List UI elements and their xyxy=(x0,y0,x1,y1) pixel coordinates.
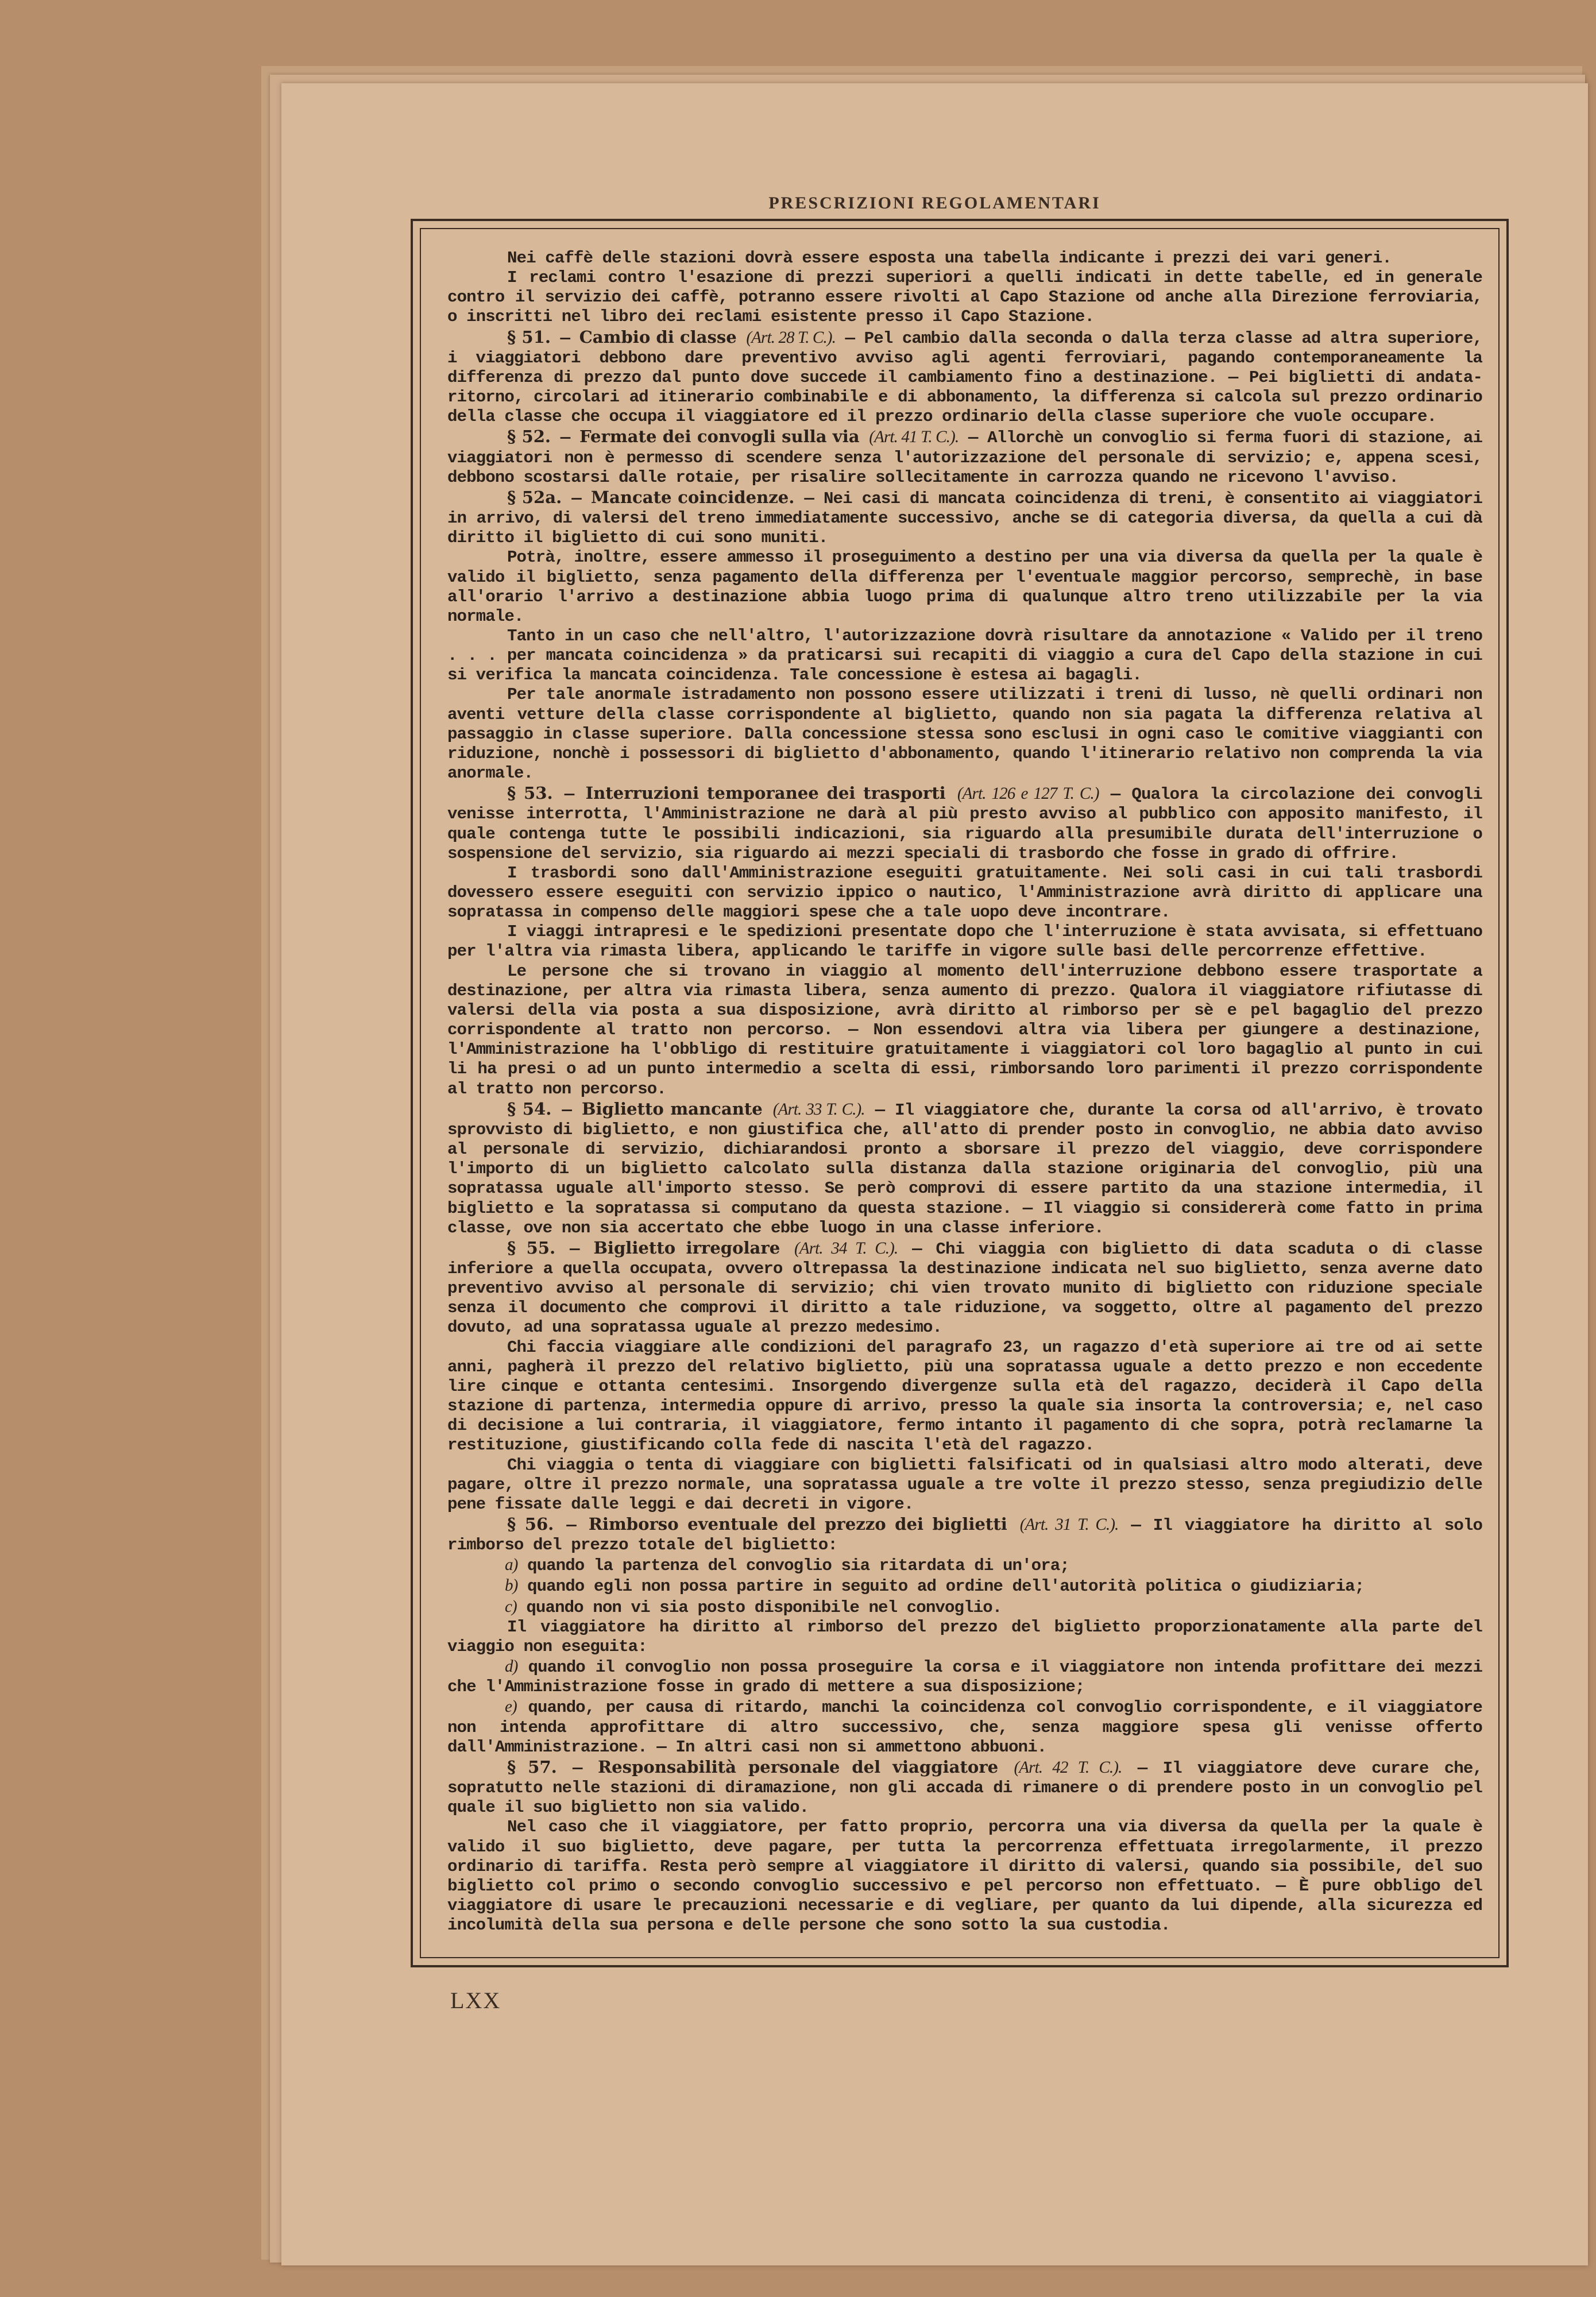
section-title: Cambio di classe xyxy=(579,327,737,347)
section-paragraph: § 52a. — Mancate coincidenze. — Nei casi di mancata coincidenza di treni, è consentito ai viaggiatori in arrivo, di valersi del treno immediatamente successivo, anche se di categoria diversa, da quella a cui dà diritto il biglietto di cui sono muniti. xyxy=(447,487,1483,548)
text-frame xyxy=(411,219,1509,1967)
page-number: LXX xyxy=(450,1987,501,2013)
section-number: § 56. xyxy=(507,1514,554,1534)
section-text: — Chi viaggia con biglietto di data scaduta o di classe inferiore a quella occupata, ovvero oltrepassa la destinazione indicata nel suo biglietto, senza averne dato preventivo avviso al personale di servizio; chi vien trovato munito di biglietto con riduzione speciale senza il documento che comprovi il diritto a tale riduzione, va soggetto, oltre al pagamento del prezzo dovuto, ad una sopratassa uguale al prezzo medesimo. xyxy=(447,1239,1482,1337)
paragraph xyxy=(447,268,1482,327)
paragraph xyxy=(447,1456,1482,1514)
paragraph-text: Nei caffè delle stazioni dovrà essere esposta una tabella indicante i prezzi dei vari generi. xyxy=(507,249,1392,268)
paragraph-text: Le persone che si trovano in viaggio al momento dell'interruzione debbono essere trasportate a destinazione, per altra via rimasta libera, senza aumento di prezzo. Qualora il viaggiatore rifiutasse di valersi della via posta a sua disposizione, avrà diritto al rimborso per sè e pel bagaglio del prezzo corrispondente al tratto non percorso. — Non essendovi altra via libera per giungere a destinazione, l'Amministrazione ha l'obbligo di restituire gratuitamente i viaggiatori col loro bagaglio al punto in cui li ha presi o ad un punto intermedio a scelta di essi, rimborsando loro parimenti il prezzo corrispondente al tratto non percorso. xyxy=(447,961,1482,1099)
list-item xyxy=(447,1555,1482,1576)
body-text xyxy=(447,249,1482,1935)
list-item-label: b) xyxy=(505,1576,518,1595)
section-text: — Il viaggiatore che, durante la corsa od all'arrivo, è trovato sprovvisto di biglietto, e non giustifica che, all'atto di prender posto in convoglio, ne abbia dato avviso al personale di servizio, dichiarandosi pronto a sborsare il prezzo del viaggio, deve corrispondere l'importo di un biglietto calcolato sulla distanza dalla stazione originaria del convoglio, più una sopratassa uguale all'importo stesso. Se però comprovi di essere partito da una stazione intermedia, il biglietto e la sopratassa si computano da questa stazione. — Il viaggio si considererà come fatto in prima classe, ove non sia accertato che ebbe luogo in una classe inferiore. xyxy=(447,1100,1483,1238)
list-item-label: d) xyxy=(505,1657,518,1676)
section-reference: (Art. 28 T. C.). xyxy=(746,328,836,347)
paragraph-text: Chi viaggia o tenta di viaggiare con biglietti falsificati od in qualsiasi altro modo alterati, deve pagare, oltre il prezzo normale, una sopratassa uguale a tre volte il prezzo stesso, senza pregiudizio delle pene fissate dalle leggi e dai decreti in vigore. xyxy=(447,1455,1482,1514)
section-paragraph: § 55. — Biglietto irregolare (Art. 34 T. C.). — Chi viaggia con biglietto di data scaduta o di classe inferiore a quella occupata, ovvero oltrepassa la destinazione indicata nel suo biglietto, senza averne dato preventivo avviso al personale di servizio; chi vien trovato munito di biglietto con riduzione speciale senza il documento che comprovi il diritto a tale riduzione, va soggetto, oltre al pagamento del prezzo dovuto, ad una sopratassa uguale al prezzo medesimo. xyxy=(447,1238,1482,1337)
paragraph xyxy=(447,962,1482,1099)
section-title: Biglietto irregolare xyxy=(593,1238,780,1258)
paragraph-text: Per tale anormale istradamento non possono essere utilizzati i treni di lusso, nè quelli ordinari non aventi vetture della classe corrispondente al biglietto, quando non sia pagata la differenza relativa al passaggio in classe superiore. Dalla concessione stessa sono esclusi in ogni caso le comitive viaggianti con riduzione, nonchè i possessori di biglietto d'abbonamento, quando l'itinerario relativo non comprenda la via anormale. xyxy=(447,685,1482,783)
paragraph xyxy=(447,685,1482,783)
paragraph xyxy=(447,1338,1482,1456)
section-reference: (Art. 31 T. C.). xyxy=(1019,1515,1119,1534)
section-title: Rimborso eventuale del prezzo dei biglietti xyxy=(588,1514,1007,1534)
section-paragraph: § 57. — Responsabilità personale del viaggiatore (Art. 42 T. C.). — Il viaggiatore deve curare che, sopratutto nelle stazioni di diramazione, non gli accada di rimanere o di prendere posto in un convoglio pel quale il suo biglietto non sia valido. xyxy=(447,1757,1482,1818)
section-text: — Qualora la circolazione dei convogli venisse interrotta, l'Amministrazione ne darà al più presto avviso al pubblico con apposito manifesto, il quale contenga tutte le possibili indicazioni, sia riguardo alla presumibile durata dell'interruzione o sospensione del servizio, sia riguardo ai mezzi speciali di trasbordo che fosse in grado di offrire. xyxy=(447,785,1482,863)
section-title: Mancate coincidenze. xyxy=(590,487,795,507)
paragraph xyxy=(447,627,1482,685)
list-item-text: quando non vi sia posto disponibile nel convoglio. xyxy=(526,1598,1002,1617)
section-paragraph: § 51. — Cambio di classe (Art. 28 T. C.). — Pel cambio dalla seconda o dalla terza classe ad altra superiore, i viaggiatori debbono dare preventivo avviso agli agenti ferroviari, pagando contemporaneamente la differenza di prezzo dal punto dove succede il cambiamento fino a destinazione. — Pei biglietti di andata-ritorno, circolari ad itinerario combinabile e di abbonamento, la differenza si calcola sul prezzo ordinario della classe che occupa il viaggiatore ed il prezzo ordinario della classe superiore che vuole occupare. xyxy=(447,327,1482,427)
paragraph xyxy=(447,1818,1482,1935)
section-title: Fermate dei convogli sulla via xyxy=(579,427,860,447)
document-page xyxy=(281,83,1588,2265)
list-item-label: c) xyxy=(505,1597,517,1616)
section-paragraph: § 52. — Fermate dei convogli sulla via (Art. 41 T. C.). — Allorchè un convoglio si ferma fuori di stazione, ai viaggiatori non è permesso di scendere senza l'autorizzazione del personale di servizio; e, appena scesi, debbono scostarsi dalle rotaie, per risalire sollecitamente in carrozza quando ne ricevono l'avviso. xyxy=(447,427,1482,487)
section-number: § 57. xyxy=(507,1757,557,1777)
section-reference: (Art. 126 e 127 T. C.) xyxy=(957,784,1099,803)
paragraph xyxy=(447,548,1482,627)
list-item xyxy=(447,1697,1482,1757)
section-text: — Il viaggiatore deve curare che, sopratutto nelle stazioni di diramazione, non gli accada di rimanere o di prendere posto in un convoglio pel quale il suo biglietto non sia valido. xyxy=(447,1758,1482,1818)
section-title: Responsabilità personale del viaggiatore xyxy=(597,1757,999,1777)
section-text: — Pel cambio dalla seconda o dalla terza classe ad altra superiore, i viaggiatori debbono dare preventivo avviso agli agenti ferroviari, pagando contemporaneamente la differenza di prezzo dal punto dove succede il cambiamento fino a destinazione. — Pei biglietti di andata-ritorno, circolari ad itinerario combinabile e di abbonamento, la differenza si calcola sul prezzo ordinario della classe che occupa il viaggiatore ed il prezzo ordinario della classe superiore che vuole occupare. xyxy=(447,328,1482,427)
section-number: § 52a. xyxy=(507,487,562,507)
paragraph xyxy=(447,864,1482,922)
list-item-text: quando egli non possa partire in seguito ad ordine dell'autorità politica o giudiziaria; xyxy=(527,1577,1365,1596)
text-frame-inner xyxy=(420,228,1500,1958)
list-item-text: quando la partenza del convoglio sia ritardata di un'ora; xyxy=(527,1556,1069,1576)
paragraph-text: Il viaggiatore ha diritto al rimborso del prezzo del biglietto proporzionatamente alla parte del viaggio non eseguita: xyxy=(447,1617,1482,1656)
paragraph-text: Chi faccia viaggiare alle condizioni del paragrafo 23, un ragazzo d'età superiore ai tre od ai sette anni, pagherà il prezzo del relativo biglietto, più una sopratassa uguale a detto prezzo e non eccedente lire cinque e ottanta centesimi. Insorgendo divergenze sulla età del ragazzo, deciderà il Capo della stazione di partenza, intermedia oppure di arrivo, presso la quale sia insorta la controversia; e, nel caso di decisione a lui contraria, il viaggiatore, fermo intanto il pagamento di che sopra, potrà reclamarne la restituzione, giustificando colla fede di nascita l'età del ragazzo. xyxy=(447,1337,1482,1455)
section-paragraph: § 53. — Interruzioni temporanee dei trasporti (Art. 126 e 127 T. C.) — Qualora la circolazione dei convogli venisse interrotta, l'Amministrazione ne darà al più presto avviso al pubblico con apposito manifesto, il quale contenga tutte le possibili indicazioni, sia riguardo alla presumibile durata dell'interruzione o sospensione del servizio, sia riguardo ai mezzi speciali di trasbordo che fosse in grado di offrire. xyxy=(447,783,1482,863)
section-text: — Il viaggiatore ha diritto al solo rimborso del prezzo totale del biglietto: xyxy=(447,1516,1483,1555)
section-title: Interruzioni temporanee dei trasporti xyxy=(585,783,946,803)
list-item xyxy=(447,1597,1482,1618)
section-number: § 53. xyxy=(507,783,553,803)
section-text: — Allorchè un convoglio si ferma fuori di stazione, ai viaggiatori non è permesso di scendere senza l'autorizzazione del personale di servizio; e, appena scesi, debbono scostarsi dalle rotaie, per risalire sollecitamente in carrozza quando ne ricevono l'avviso. xyxy=(447,428,1482,487)
section-reference: (Art. 41 T. C.). xyxy=(869,428,959,447)
list-item xyxy=(447,1576,1482,1596)
paragraph xyxy=(447,249,1482,268)
paragraph-text: Tanto in un caso che nell'altro, l'autorizzazione dovrà risultare da annotazione « Valido per il treno . . . per mancata coincidenza » da praticarsi sui recapiti di viaggio a cura del Capo della stazione in cui si verifica la mancata coincidenza. Tale concessione è estesa ai bagagli. xyxy=(447,626,1482,685)
list-item-text: quando il convoglio non possa proseguire la corsa e il viaggiatore non intenda profittare dei mezzi che l'Amministrazione fosse in grado di mettere a sua disposizione; xyxy=(447,1658,1482,1697)
section-reference: (Art. 42 T. C.). xyxy=(1014,1758,1122,1777)
running-head: PRESCRIZIONI REGOLAMENTARI xyxy=(768,194,1101,212)
list-item-text: quando, per causa di ritardo, manchi la coincidenza col convoglio corrispondente, e il viaggiatore non intenda approfittare di altro successivo, che, senza maggiore spesa gli venisse offerto dall'Amministrazione. — In altri casi non si ammettono abbuoni. xyxy=(447,1698,1482,1757)
section-number: § 51. xyxy=(507,327,551,347)
section-reference: (Art. 33 T. C.). xyxy=(772,1100,865,1119)
paragraph-text: I reclami contro l'esazione di prezzi superiori a quelli indicati in dette tabelle, ed in generale contro il servizio dei caffè, potranno essere rivolti al Capo Stazione od anche alla Direzione ferroviaria, o inscritti nel libro dei reclami esistente presso il Capo Stazione. xyxy=(447,268,1482,327)
section-number: § 52. xyxy=(507,427,551,447)
paragraph xyxy=(447,922,1482,961)
paragraph-text: I viaggi intrapresi e le spedizioni presentate dopo che l'interruzione è stata avvisata, si effettuano per l'altra via rimasta libera, applicando le tariffe in vigore sulle basi delle percorrenze effettive. xyxy=(447,922,1482,961)
section-title: Biglietto mancante xyxy=(581,1099,763,1119)
paragraph xyxy=(447,1618,1482,1657)
section-paragraph: § 56. — Rimborso eventuale del prezzo dei biglietti (Art. 31 T. C.). — Il viaggiatore ha diritto al solo rimborso del prezzo totale del biglietto: xyxy=(447,1514,1483,1555)
section-paragraph: § 54. — Biglietto mancante (Art. 33 T. C.). — Il viaggiatore che, durante la corsa od all'arrivo, è trovato sprovvisto di biglietto, e non giustifica che, all'atto di prender posto in convoglio, ne abbia dato avviso al personale di servizio, dichiarandosi pronto a sborsare il prezzo del viaggio, deve corrispondere l'importo di un biglietto calcolato sulla distanza dalla stazione originaria del convoglio, più una sopratassa uguale all'importo stesso. Se però comprovi di essere partito da una stazione intermedia, il biglietto e la sopratassa si computano da questa stazione. — Il viaggio si considererà come fatto in prima classe, ove non sia accertato che ebbe luogo in una classe inferiore. xyxy=(447,1099,1483,1238)
paragraph-text: I trasbordi sono dall'Amministrazione eseguiti gratuitamente. Nei soli casi in cui tali trasbordi dovessero essere eseguiti con servizio ippico o nautico, l'Amministrazione avrà diritto di applicare una sopratassa in compenso delle maggiori spese che a tale uopo deve incontrare. xyxy=(447,863,1482,922)
paragraph-text: Nel caso che il viaggiatore, per fatto proprio, percorra una via diversa da quella per la quale è valido il suo biglietto, deve pagare, per tutta la percorrenza effettuata irregolarmente, il prezzo ordinario di tariffa. Resta però sempre al viaggiatore il diritto di valersi, quando sia possibile, del suo biglietto col primo o secondo convoglio successivo e pel percorso non effettuato. — È pure obbligo del viaggiatore di usare le precauzioni necessarie e di vegliare, per quanto da lui dipende, alla sicurezza ed incolumità della sua persona e delle persone che sono sotto la sua custodia. xyxy=(447,1818,1482,1935)
section-text: — Nei casi di mancata coincidenza di treni, è consentito ai viaggiatori in arrivo, di valersi del treno immediatamente successivo, anche se di categoria diversa, da quella a cui dà diritto il biglietto di cui sono muniti. xyxy=(447,489,1483,548)
section-number: § 54. xyxy=(507,1099,552,1119)
list-item-label: a) xyxy=(505,1556,518,1575)
section-reference: (Art. 34 T. C.). xyxy=(794,1239,898,1258)
list-item xyxy=(447,1657,1482,1697)
list-item-label: e) xyxy=(505,1697,517,1716)
section-number: § 55. xyxy=(507,1238,556,1258)
paragraph-text: Potrà, inoltre, essere ammesso il proseguimento a destino per una via diversa da quella per la quale è valido il biglietto, senza pagamento della differenza per l'eventuale maggior percorso, semprechè, in base all'orario l'arrivo a destinazione abbia luogo prima di qualunque altro treno utilizzabile per la via normale. xyxy=(447,548,1482,626)
